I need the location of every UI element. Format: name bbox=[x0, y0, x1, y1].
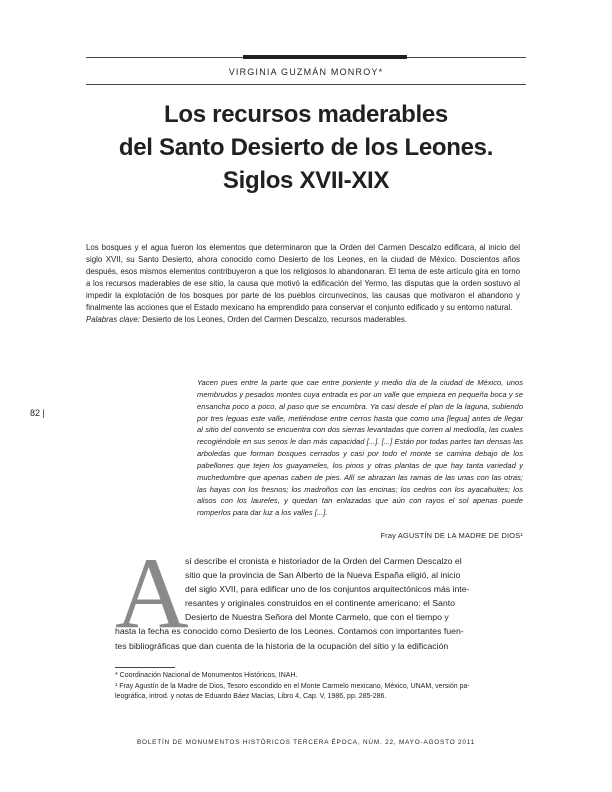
footnote-2-line-2: leográfica, introd. y notas de Eduardo Báez Macías, Libro 4, Cap. V, 1986, pp. 285-286. bbox=[115, 693, 387, 701]
body-text bbox=[115, 554, 523, 653]
epigraph-quote: Yacen pues entre la parte que cae entre poniente y medio día de la ciudad de México, unos membrudos y pesados montes cuya entrada es por un valle que empieza en pequeña boca y se ensancha poco a poco, al paso que se encumbra. Ya casi desde el plan de la laguna, subiendo por tres leguas este valle, metiéndose entre cerros hasta que como una [legua] antes de llegar al sitio del convento se encuentra con dos sierras levantadas que corren al mediodía, las cuales recogiéndole en sus senos le dan más capacidad [...]. [...] Están por todas partes tan densas las arboledas que forman bosques cerrados y casi por todo el monte se camina debajo de los pabellones que tejen los guayameles, los pinos y otras plantas de que hay tanta variedad y muchedumbre que apenas caben de pies. Allí se abrazan las ramas de las unas con las otras; las hayas con los fresnos; los madroños con las encinas; los cedros con los ayacahuites; los alisos con los laureles, y quedan tan enlazadas que aún con rayos el sol apenas puede romperlos para dar luz a los valles [...]. bbox=[197, 378, 523, 518]
epigraph-attribution: Fray AGUSTÍN DE LA MADRE DE DIOS¹ bbox=[380, 531, 523, 540]
body-line: sitio que la provincia de San Alberto de la Nueva España eligió, al inicio bbox=[185, 570, 461, 581]
author-rule bbox=[86, 84, 526, 85]
title-line-1: Los recursos maderables bbox=[164, 101, 448, 128]
body-line: sí describe el cronista e historiador de la Orden del Carmen Descalzo el bbox=[185, 556, 462, 566]
footnote-1: * Coordinación Nacional de Monumentos Históricos, INAH. bbox=[115, 672, 298, 679]
title-line-2: del Santo Desierto de los Leones. bbox=[118, 134, 494, 161]
body-line: del siglo XVII, para edificar uno de los conjuntos arquitectónicos más inte- bbox=[185, 584, 470, 595]
author-name: VIRGINIA GUZMÁN MONROY* bbox=[228, 67, 384, 77]
footnote-rule bbox=[115, 667, 175, 668]
keywords: Desierto de los Leones, Orden del Carmen Descalzo, recursos maderables. bbox=[142, 315, 408, 325]
footnotes bbox=[115, 671, 525, 703]
body-line: hasta la fecha es conocido como Desierto de los Leones. Contamos con importantes fuen- bbox=[115, 626, 464, 637]
keywords-label: Palabras clave: bbox=[86, 315, 140, 325]
header-accent-bar bbox=[243, 55, 407, 59]
journal-footer: BOLETÍN DE MONUMENTOS HISTÓRICOS TERCERA ÉPOCA, NÚM. 22, MAYO-AGOSTO 2011 bbox=[137, 739, 475, 746]
body-line: resantes y originales construidos en el continente americano: el Santo bbox=[185, 598, 455, 609]
body-line: tes bibliográficas que dan cuenta de la historia de la ocupación del sitio y la edificación bbox=[115, 640, 449, 651]
page-number: 82 | bbox=[30, 408, 45, 418]
drop-cap: A bbox=[115, 537, 189, 650]
abstract-text: Los bosques y el agua fueron los elementos que determinaron que la Orden del Carmen Descalzo edificara, al inicio del siglo XVII, su Santo Desierto, ahora conocido como Desierto de los Leones, en la ciudad de México. Doscientos años después, esos mismos elementos contribuyeron a que los religiosos lo abandonaran. El tema de este artículo gira en torno a los recursos maderables de ese sitio, la causa que motivó la edificación del Yermo, las disputas que la orden sostuvo al impedir la explotación de los bosques por parte de los pueblos circunvecinos, las causas que motivaron el abandono y finalmente las acciones que el Estado mexicano ha emprendido para conservar el conjunto edificado y su entorno natural. bbox=[86, 243, 520, 313]
body-line: Desierto de Nuestra Señora del Monte Carmelo, que con el tiempo y bbox=[185, 612, 449, 623]
title-line-3: Siglos XVII-XIX bbox=[222, 167, 390, 194]
footnote-2-line-1: ¹ Fray Agustín de la Madre de Dios, Tesoro escondido en el Monte Carmelo mexicano, México, UNAM, versión pa- bbox=[115, 682, 470, 690]
article-title bbox=[86, 98, 526, 197]
abstract bbox=[86, 242, 520, 326]
